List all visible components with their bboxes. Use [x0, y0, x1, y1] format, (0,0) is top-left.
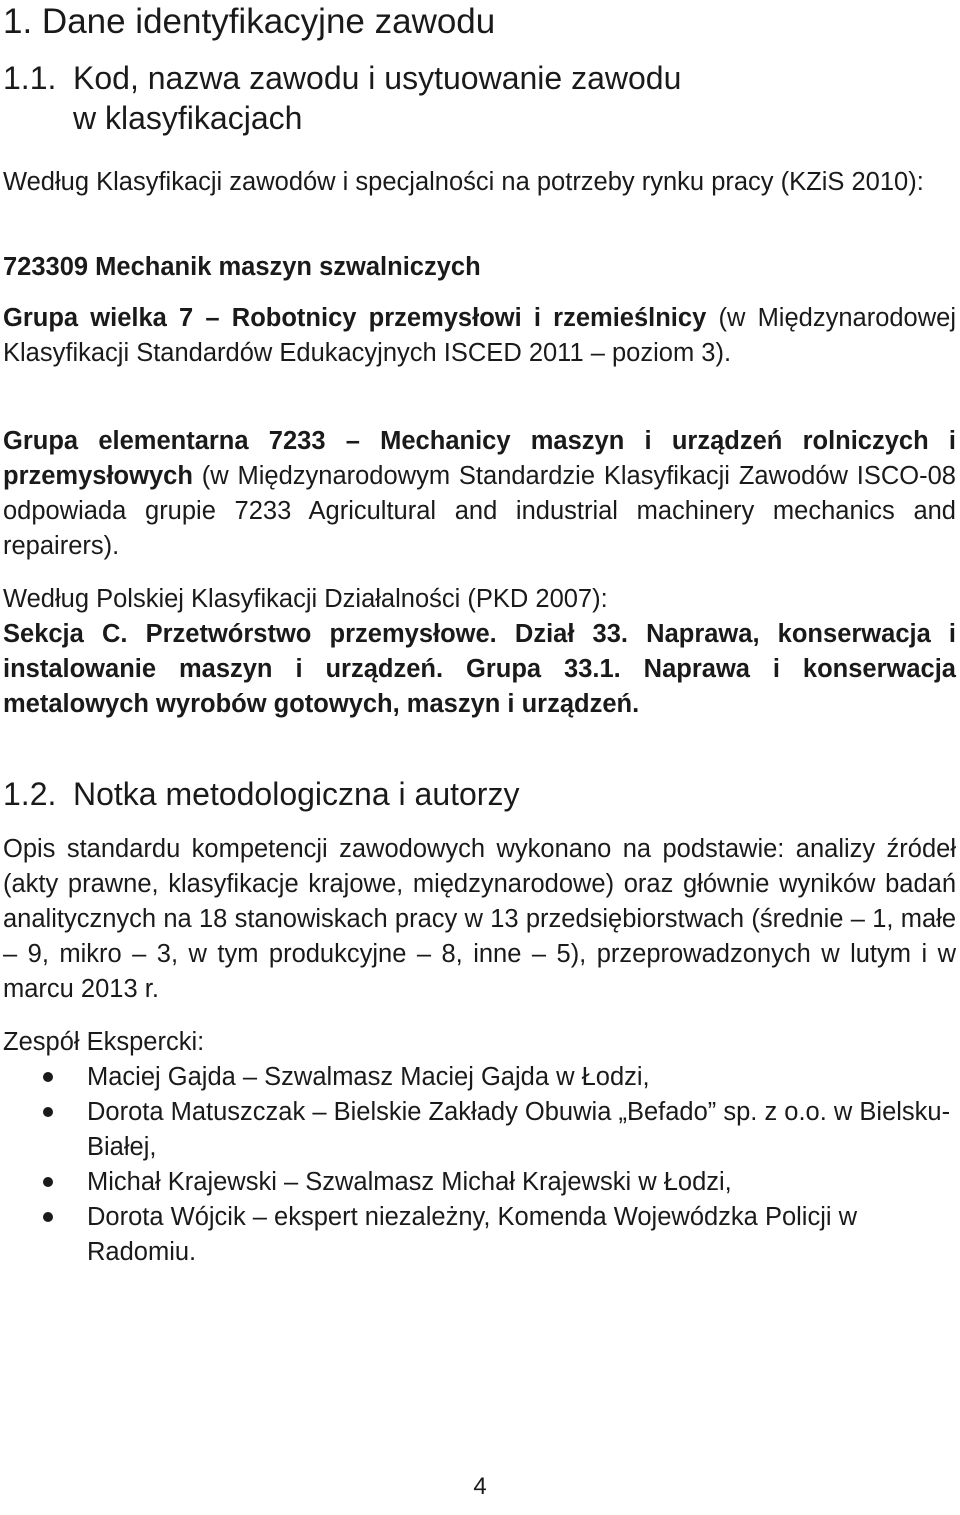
isco-rest-text: (w Międzynarodowym Standardzie Klasyfikacji Zawodów ISCO-08 odpowiada grupie 7233 Agricultural and industrial machinery mechanics and repairers).: [3, 462, 956, 560]
subsection-number: 1.2.: [3, 776, 57, 812]
subsection-title-line2: w klasyfikacjach: [73, 100, 303, 136]
subsection-title: Notka metodologiczna i autorzy: [73, 776, 520, 812]
bullet-icon: [43, 1072, 53, 1082]
list-item: [3, 1060, 956, 1095]
subsection-number: 1.1.: [3, 60, 57, 96]
subsection-heading-1-2: [3, 774, 519, 814]
isco-paragraph: [3, 424, 956, 564]
pkd-detail-paragraph: Sekcja C. Przetwórstwo przemysłowe. Dział 33. Naprawa, konserwacja i instalowanie maszyn i urządzeń. Grupa 33.1. Naprawa i konserwacja metalowych wyrobów gotowych, maszyn i urządzeń.: [3, 620, 956, 718]
bullet-icon: [43, 1107, 53, 1117]
kzis-code-line: 723309 Mechanik maszyn szwalniczych: [3, 253, 481, 281]
section-heading: 1. Dane identyfikacyjne zawodu: [3, 2, 496, 41]
subsection-heading-1-1: [3, 58, 681, 138]
list-item: [3, 1095, 956, 1165]
list-item: [3, 1200, 956, 1270]
isced-bold-text: Grupa wielka 7 – Robotnicy przemysłowi i rzemieślnicy: [3, 304, 707, 332]
pkd-intro-line: Według Polskiej Klasyfikacji Działalności (PKD 2007):: [3, 585, 608, 613]
expert-team-label: Zespół Ekspercki:: [3, 1028, 205, 1056]
subsection-title-line1: Kod, nazwa zawodu i usytuowanie zawodu: [73, 60, 682, 96]
bullet-icon: [43, 1212, 53, 1222]
methodology-paragraph: Opis standardu kompetencji zawodowych wykonano na podstawie: analizy źródeł (akty prawne, klasyfikacje krajowe, międzynarodowe) oraz głównie wyników badań analitycznych na 18 stanowiskach pracy w 13 przedsiębiorstwach (średnie – 1, małe – 9, mikro – 3, w tym produkcyjne – 8, inne – 5), przeprowadzonych w lutym i w marcu 2013 r.: [3, 835, 956, 1003]
kzis-intro-paragraph: Według Klasyfikacji zawodów i specjalności na potrzeby rynku pracy (KZiS 2010):: [3, 168, 924, 196]
bullet-icon: [43, 1177, 53, 1187]
expert-list: [3, 1060, 956, 1270]
isced-paragraph: [3, 301, 956, 371]
isced-rest-text: (w Międzynarodowej Klasyfikacji Standardów Edukacyjnych ISCED 2011 – poziom 3).: [3, 304, 956, 367]
list-item: [3, 1165, 956, 1200]
expert-entry: Michał Krajewski – Szwalmasz Michał Krajewski w Łodzi,: [87, 1168, 732, 1196]
expert-entry: Maciej Gajda – Szwalmasz Maciej Gajda w Łodzi,: [87, 1063, 650, 1091]
page-number: 4: [473, 1473, 487, 1500]
expert-entry: Dorota Wójcik – ekspert niezależny, Komenda Wojewódzka Policji w Radomiu.: [87, 1203, 858, 1266]
isco-bold-text: Grupa elementarna 7233 – Mechanicy maszyn i urządzeń rolniczych i przemysłowych: [3, 427, 956, 490]
expert-entry: Dorota Matuszczak – Bielskie Zakłady Obuwia „Befado” sp. z o.o. w Bielsku-Białej,: [87, 1098, 951, 1161]
